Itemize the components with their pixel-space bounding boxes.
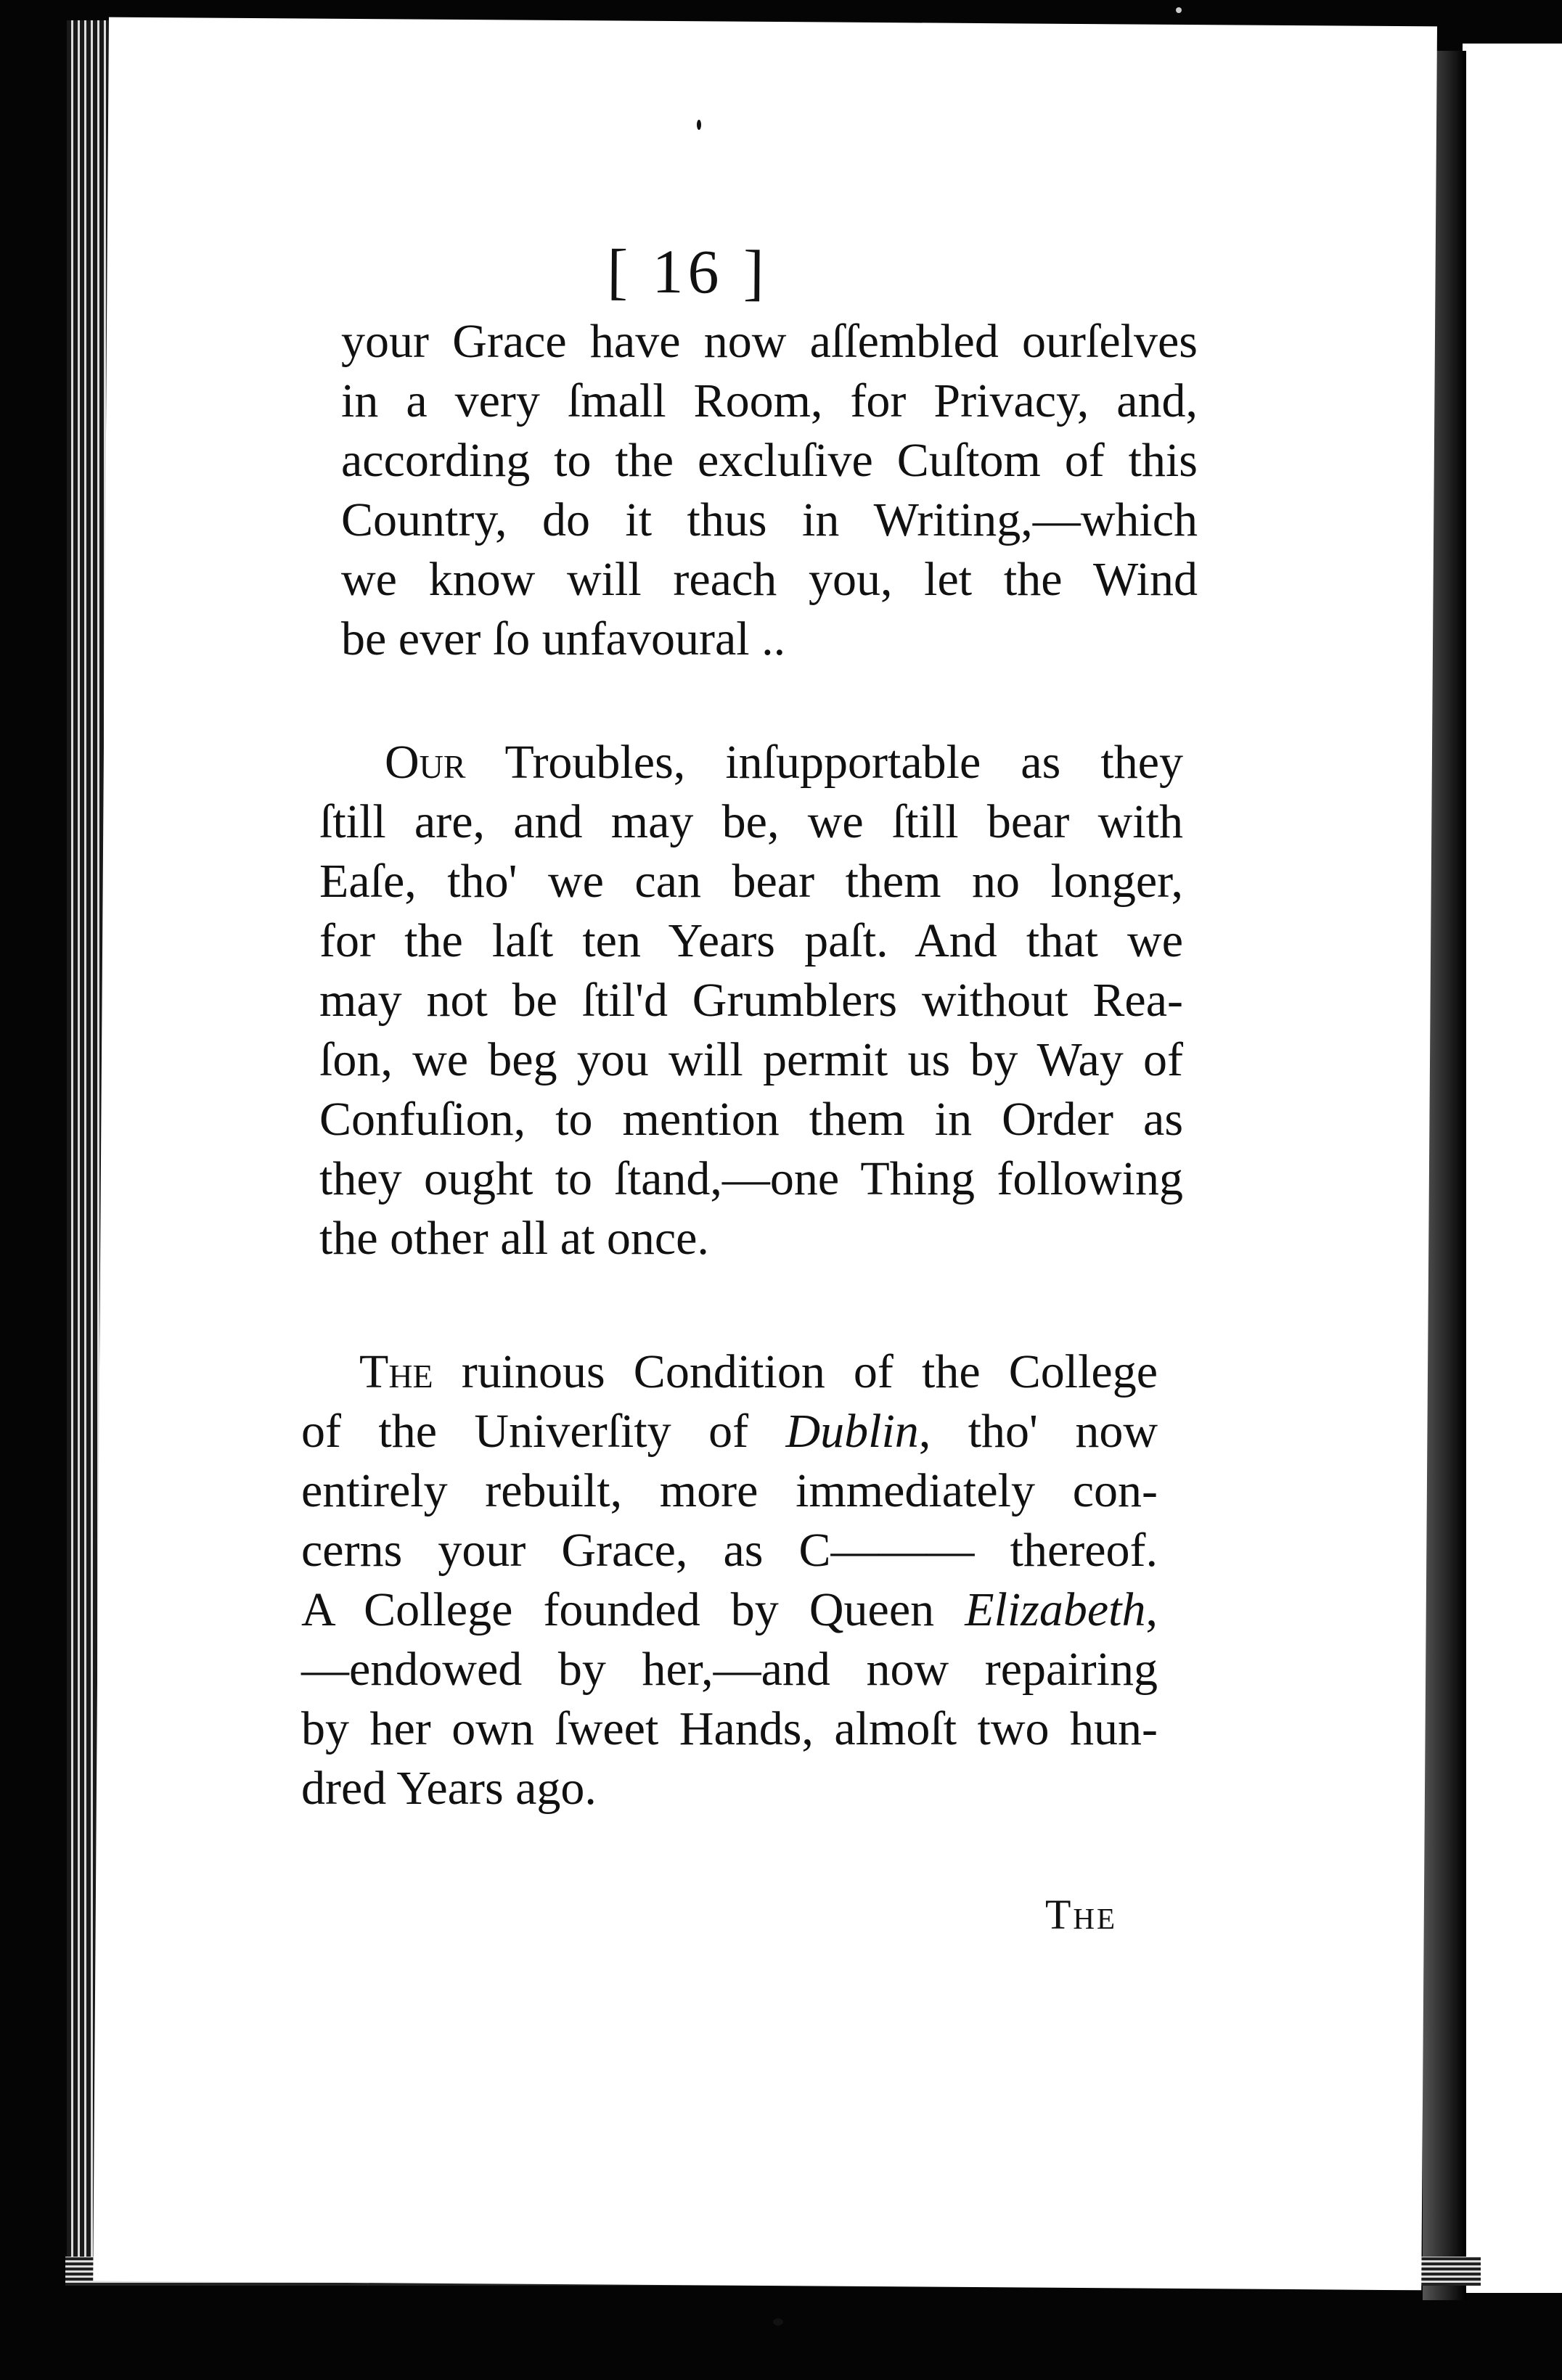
italic-place-name: Dublin bbox=[785, 1405, 919, 1458]
text-line: cerns your Grace, as C——— thereof. bbox=[301, 1524, 1158, 1577]
text-line: entirely rebuilt, more immediately con- bbox=[301, 1464, 1158, 1517]
text-line: ſon, we beg you will permit us by Way of bbox=[319, 1033, 1183, 1086]
text-line bbox=[301, 1342, 1158, 1402]
text-line: they ought to ſtand,—one Thing following bbox=[319, 1152, 1183, 1205]
text-line: the other all at once. bbox=[319, 1212, 709, 1265]
text-fragment: , tho' now bbox=[918, 1405, 1158, 1458]
scan-speck bbox=[1176, 7, 1182, 13]
text-line bbox=[301, 1402, 1158, 1461]
text-fragment: A College founded by Queen bbox=[301, 1583, 965, 1636]
facing-page-edge bbox=[1463, 44, 1562, 2293]
page-number: [ 16 ] bbox=[607, 236, 769, 307]
paragraph-1 bbox=[341, 312, 1198, 669]
text-line: Country, do it thus in Writing,—which bbox=[341, 493, 1198, 546]
text-line: Confuſion, to mention them in Order as bbox=[319, 1093, 1183, 1146]
italic-person-name: Elizabeth bbox=[965, 1583, 1146, 1636]
text-line bbox=[319, 733, 1183, 792]
text-line: —endowed by her,—and now repairing bbox=[301, 1643, 1158, 1696]
text-line: be ever ſo unfavoural .. bbox=[341, 612, 786, 665]
scan-speck bbox=[773, 2318, 783, 2326]
text-line bbox=[301, 1580, 1158, 1640]
text-line: according to the excluſive Cuſtom of this bbox=[341, 434, 1198, 487]
text-fragment: ruinous Condition of the College bbox=[433, 1345, 1158, 1398]
text-line: Eaſe, tho' we can bear them no longer, bbox=[319, 855, 1183, 908]
text-fragment: Troubles, inſupportable as they bbox=[465, 736, 1183, 789]
text-fragment: , bbox=[1145, 1583, 1158, 1636]
lead-word: The bbox=[359, 1345, 433, 1398]
text-line: we know will reach you, let the Wind bbox=[341, 553, 1198, 606]
text-fragment: of the Univerſity of bbox=[301, 1405, 786, 1458]
lead-word: Our bbox=[385, 736, 466, 789]
catchword: The bbox=[1045, 1891, 1118, 1938]
paragraph-2 bbox=[319, 733, 1183, 1268]
text-line: your Grace have now aſſembled ourſelves bbox=[341, 315, 1198, 368]
text-line: ſtill are, and may be, we ſtill bear with bbox=[319, 795, 1183, 848]
text-line: may not be ſtil'd Grumblers without Rea- bbox=[319, 974, 1183, 1027]
text-line: by her own ſweet Hands, almoſt two hun- bbox=[301, 1702, 1158, 1755]
scan-speck bbox=[697, 120, 701, 130]
text-line: in a very ſmall Room, for Privacy, and, bbox=[341, 374, 1198, 427]
paragraph-3 bbox=[301, 1342, 1158, 1818]
text-line: dred Years ago. bbox=[301, 1762, 597, 1815]
text-line: for the laſt ten Years paſt. And that we bbox=[319, 914, 1183, 967]
